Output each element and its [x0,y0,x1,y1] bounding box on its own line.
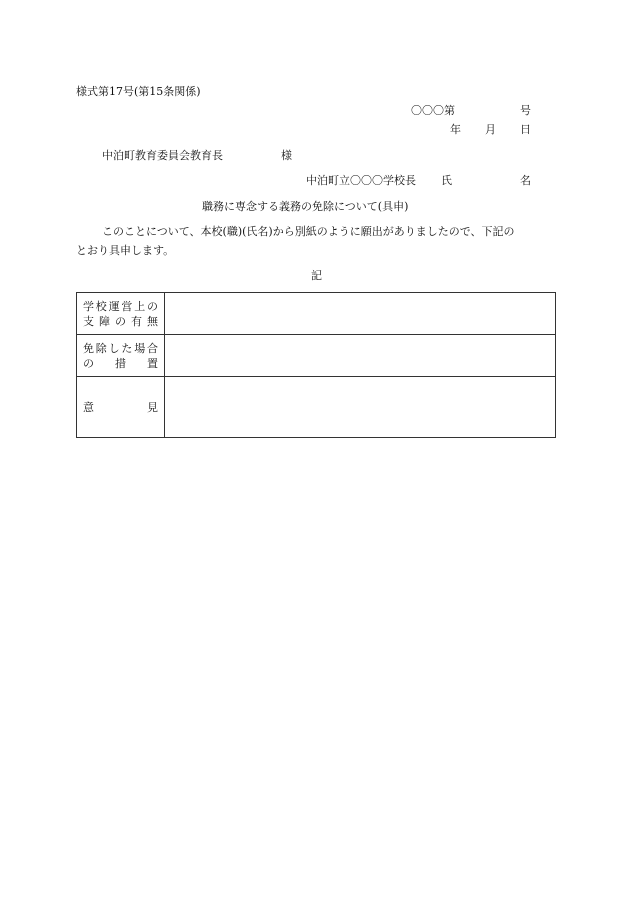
row-label [77,377,165,438]
doc-number-prefix: 〇〇〇第 [411,104,455,117]
row-value[interactable] [165,335,556,377]
addressee-honorific: 様 [281,149,292,162]
label-line: 免 除 し た 場 合 [83,341,158,355]
sender-title: 中泊町立〇〇〇学校長 [306,174,416,187]
details-table [76,292,556,438]
body-line-1: このことについて、本校(職)(氏名)から別紙のように願出がありましたので、下記の [102,225,515,238]
label-line: 意 見 [83,400,158,414]
label-line: の 措 置 [83,356,158,370]
addressee-name: 中泊町教育委員会教育長 [102,149,223,162]
table-row [77,335,556,377]
body-line-2: とおり具申します。 [76,244,175,257]
row-value[interactable] [165,377,556,438]
date-month: 月 [485,123,496,136]
label-line: 支 障 の 有 無 [83,314,158,328]
ki-heading: 記 [311,269,322,282]
form-number: 様式第17号(第15条関係) [76,85,201,98]
table-row [77,293,556,335]
sender-name-char-1: 氏 [441,174,452,187]
row-label [77,335,165,377]
doc-title: 職務に専念する義務の免除について(具申) [202,200,409,213]
table-row [77,377,556,438]
date-day: 日 [520,123,531,136]
label-line: 学 校 運 営 上 の [83,299,158,313]
row-label [77,293,165,335]
row-value[interactable] [165,293,556,335]
date-year: 年 [450,123,461,136]
doc-number-suffix: 号 [520,104,531,117]
sender-name-char-2: 名 [520,174,531,187]
